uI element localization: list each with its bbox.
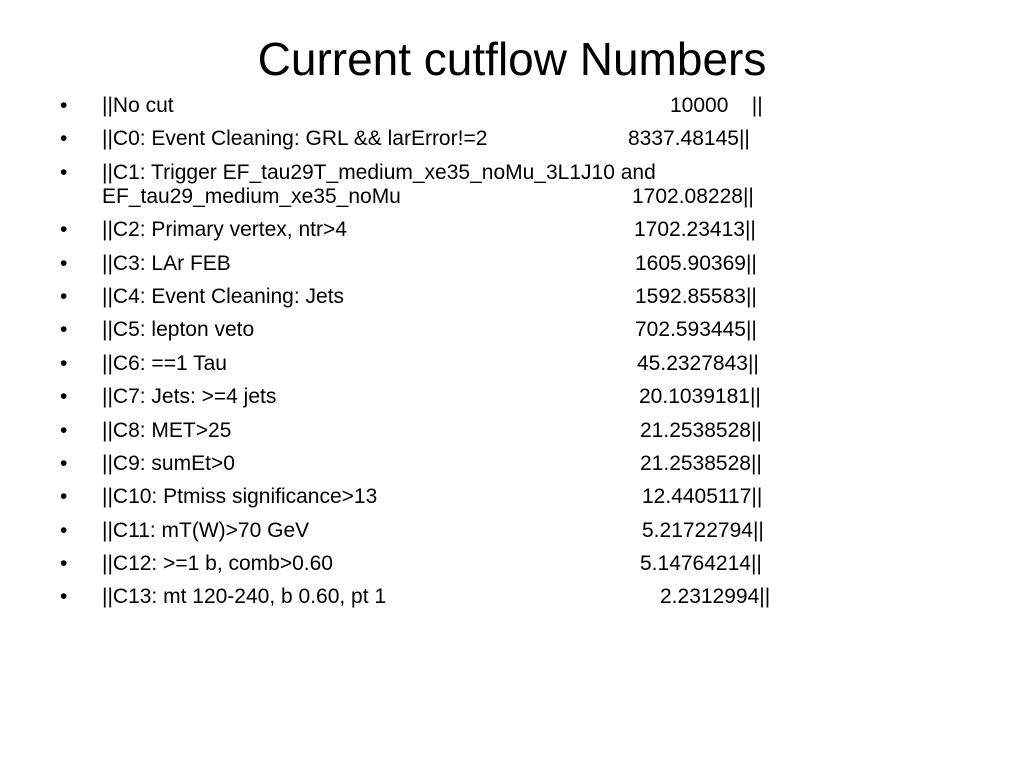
bullet-icon: • <box>60 284 68 308</box>
cut-value: 702.593445|| <box>635 318 757 342</box>
cut-label-continued: EF_tau29_medium_xe35_noMu <box>102 184 401 208</box>
cut-label: ||C8: MET>25 <box>102 418 232 442</box>
bullet-icon: • <box>60 451 68 475</box>
bullet-icon: • <box>60 485 68 509</box>
bullet-icon: • <box>60 418 68 442</box>
cutflow-item <box>60 519 1010 543</box>
cut-value: 5.21722794|| <box>642 518 764 542</box>
cut-value: 8337.48145|| <box>628 127 750 151</box>
cutflow-item <box>60 485 1010 509</box>
bullet-icon: • <box>60 585 68 609</box>
cutflow-item <box>60 318 1010 342</box>
cut-label: ||C13: mt 120-240, b 0.60, pt 1 <box>102 585 387 609</box>
cut-label: ||C2: Primary vertex, ntr>4 <box>102 218 347 242</box>
cutflow-list <box>60 94 1010 619</box>
bullet-icon: • <box>60 160 68 184</box>
cutflow-item <box>60 452 1010 476</box>
cut-value: 10000 || <box>670 94 763 117</box>
cut-value: 1605.90369|| <box>635 251 757 275</box>
cutflow-item <box>60 161 1010 209</box>
cutflow-item <box>60 252 1010 276</box>
cut-label: ||C7: Jets: >=4 jets <box>102 385 277 409</box>
cutflow-item <box>60 585 1010 609</box>
slide-title: Current cutflow Numbers <box>257 33 767 85</box>
cut-value: 5.14764214|| <box>640 552 762 576</box>
cut-label: ||C5: lepton veto <box>102 318 255 342</box>
cut-value: 2.2312994|| <box>660 585 771 609</box>
cut-value: 21.2538528|| <box>640 451 762 475</box>
bullet-icon: • <box>60 552 68 576</box>
cut-label: ||C6: ==1 Tau <box>102 351 227 375</box>
cutflow-item <box>60 285 1010 309</box>
cutflow-item <box>60 385 1010 409</box>
cut-label: ||C12: >=1 b, comb>0.60 <box>102 552 333 576</box>
bullet-icon: • <box>60 127 68 151</box>
cut-value: 12.4405117|| <box>642 485 763 509</box>
cutflow-item <box>60 94 1010 118</box>
bullet-icon: • <box>60 251 68 275</box>
cutflow-item <box>60 127 1010 151</box>
cut-label: ||C4: Event Cleaning: Jets <box>102 284 345 308</box>
cut-label: ||C9: sumEt>0 <box>102 451 235 475</box>
cut-value: 1592.85583|| <box>635 284 757 308</box>
cut-value: 21.2538528|| <box>640 418 762 442</box>
cutflow-item <box>60 552 1010 576</box>
bullet-icon: • <box>60 318 68 342</box>
cut-value: 1702.23413|| <box>634 218 756 242</box>
cut-label: ||C1: Trigger EF_tau29T_medium_xe35_noMu_3L1J10 and <box>102 160 656 184</box>
bullet-icon: • <box>60 518 68 542</box>
cutflow-item <box>60 218 1010 242</box>
cut-label: ||C3: LAr FEB <box>102 251 231 275</box>
cut-label: ||C0: Event Cleaning: GRL && larError!=2 <box>102 127 488 151</box>
bullet-icon: • <box>60 94 68 117</box>
cutflow-item <box>60 419 1010 443</box>
cut-value: 45.2327843|| <box>637 351 759 375</box>
cut-label: ||No cut <box>102 94 174 117</box>
cut-value: 1702.08228|| <box>632 184 754 208</box>
cutflow-item <box>60 352 1010 376</box>
bullet-icon: • <box>60 218 68 242</box>
cut-label: ||C11: mT(W)>70 GeV <box>102 518 310 542</box>
cut-value: 20.1039181|| <box>639 385 761 409</box>
bullet-icon: • <box>60 351 68 375</box>
bullet-icon: • <box>60 385 68 409</box>
cut-label: ||C10: Ptmiss significance>13 <box>102 485 378 509</box>
